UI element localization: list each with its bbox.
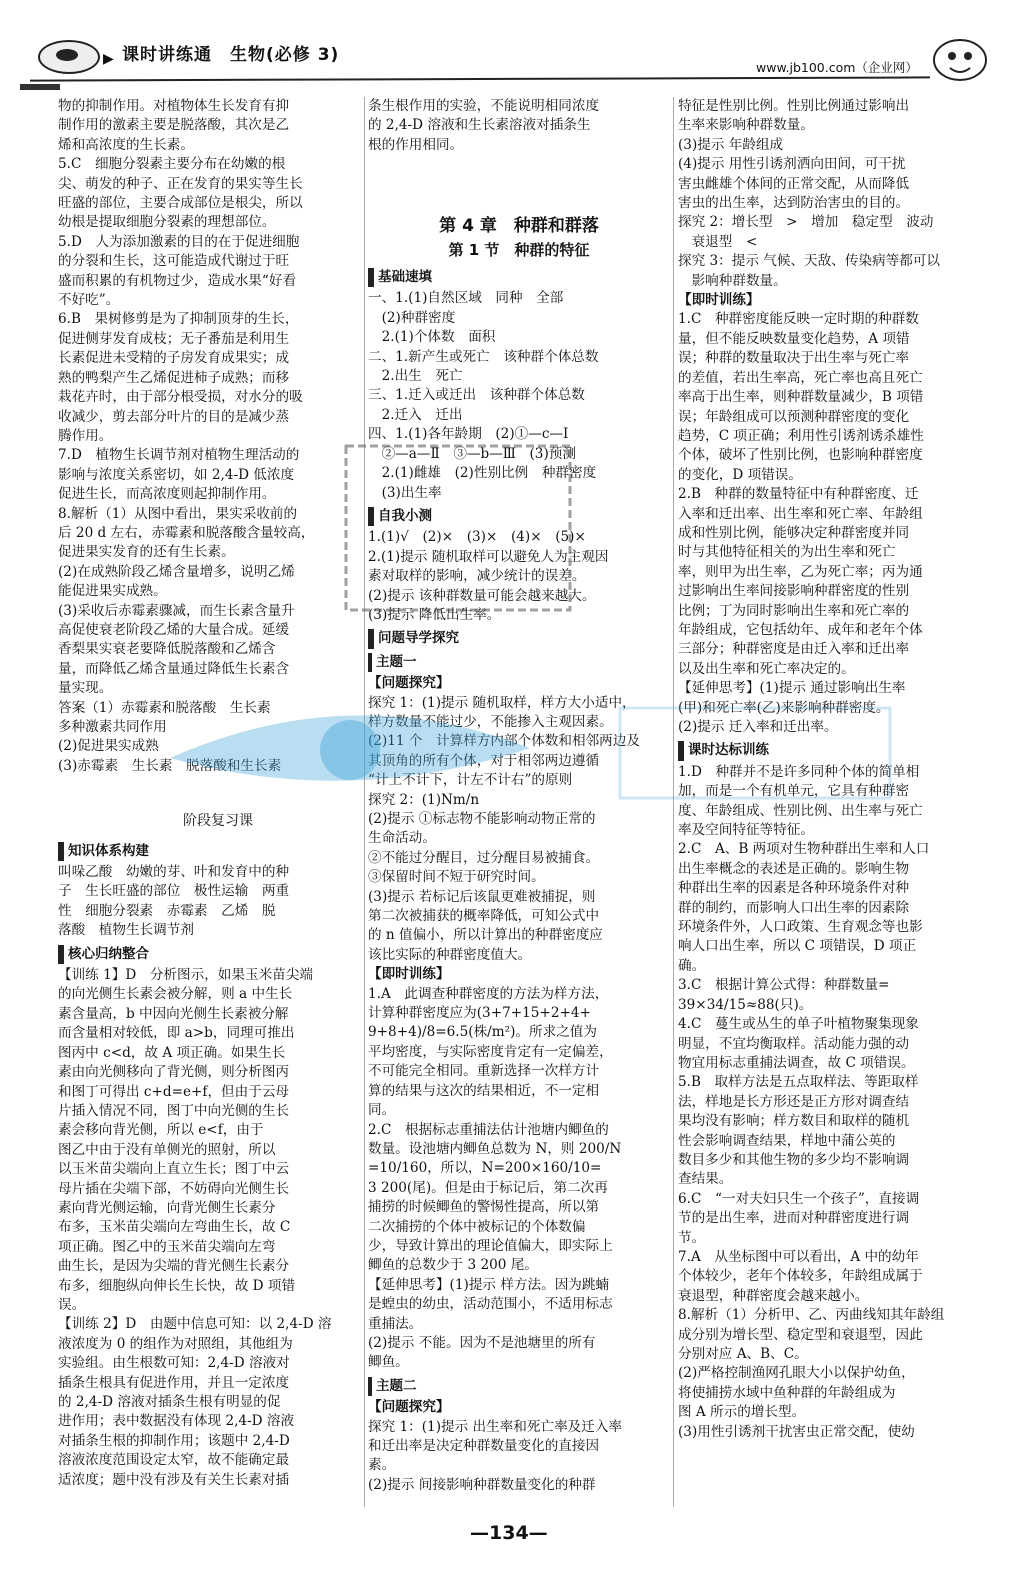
text-line: 的变化，D 项错误。 — [678, 466, 802, 483]
text-line: 腾作用。 — [58, 427, 113, 444]
text-line: 性 细胞分裂素 赤霉素 乙烯 脱 — [58, 902, 276, 919]
text-line: 鲫鱼的总数少于 3 200 尾。 — [368, 1257, 538, 1274]
text-line: (3)出生率 — [368, 484, 442, 501]
text-line: 生率来影响种群数量。 — [678, 117, 814, 134]
text-line: 物宜用标志重捕法调查，故 C 项错误。 — [678, 1054, 915, 1071]
text-line: (3)赤霉素 生长素 脱落酸和生长素 — [58, 757, 282, 774]
text-line: 同。 — [368, 1102, 396, 1119]
text-line: 烯和高浓度的生长素。 — [58, 136, 194, 153]
text-line: (3)提示 降低出生率。 — [368, 606, 501, 623]
header-url: www.jb100.com（企业网） — [756, 60, 918, 75]
section-core: 核心归纳整合 — [58, 945, 378, 964]
text-line: 【延伸思考】(1)提示 样方法。因为跳蝻 — [368, 1276, 610, 1293]
text-line: 5.D 人为添加激素的目的在于促进细胞 — [58, 233, 300, 250]
text-line: 数量。设池塘内鲫鱼总数为 N，则 200/N — [368, 1140, 622, 1157]
text-line: 的 n 值偏小，所以计算出的种群密度应 — [368, 927, 603, 944]
text-line: 的差值，若出生率高，死亡率也高且死亡 — [678, 369, 923, 386]
text-line: 插条生根具有促进作用，并且一定浓度 — [58, 1374, 290, 1391]
column-left — [58, 97, 378, 1490]
text-line: 1.(1)√ (2)× (3)× (4)× (5)× — [368, 529, 586, 546]
text-line: 探究 2：(1)Nm/n — [368, 791, 480, 808]
text-line: 实验组。由生根数可知：2,4-D 溶液对 — [58, 1355, 290, 1372]
text-line: “计上不计下，计左不计右”的原则 — [368, 772, 573, 789]
text-line: 进作用；表中数据没有体现 2,4-D 溶液 — [58, 1413, 295, 1430]
text-line: 6.C “一对夫妇只生一个孩子”，直接调 — [678, 1190, 920, 1207]
text-line: 3.C 根据计算公式得：种群数量= — [678, 977, 890, 994]
text-line: 的向光侧生长素会被分解，则 a 中生长 — [58, 986, 293, 1003]
text-line: 素会移向背光侧，所以 e<f，由于 — [58, 1122, 264, 1139]
text-line: 8.解析（1）分析甲、乙、丙曲线知其年龄组 — [678, 1307, 945, 1324]
text-line: 布多，玉米苗尖端向左弯曲生长，故 C — [58, 1219, 291, 1236]
course-block — [678, 763, 980, 1442]
text-line: 成和性别比例，能够决定种群密度并同 — [678, 524, 910, 541]
text-line: 率高于出生率，则种群数量减少，B 项错 — [678, 389, 924, 406]
text-line: 高促使衰老阶段乙烯的大量合成。延缓 — [58, 621, 290, 638]
text-line: 物的抑制作用。对植物体生长发育有抑 — [58, 98, 290, 114]
stage-title: 阶段复习课 — [183, 813, 253, 830]
text-line: 3 200(尾)。但是由于标记后，第二次再 — [368, 1179, 608, 1196]
text-line: (3)提示 年龄组成 — [678, 136, 784, 153]
text-line: 明显，不宜均衡取样。活动能力强的动 — [678, 1035, 910, 1052]
basic-block — [368, 289, 670, 502]
text-line: 4.C 蔓生或丛生的单子叶植物聚集现象 — [678, 1016, 919, 1033]
text-line: 叫哚乙酸 幼嫩的芽、叶和发育中的种 — [58, 864, 290, 881]
text-line: 时与其他特征相关的为出生率和死亡 — [678, 544, 896, 561]
text-line: (2)在成熟阶段乙烯含量增多，说明乙烯 — [58, 563, 295, 580]
column-middle — [368, 97, 670, 1495]
text-line: 三、1.迁入或迁出 该种群个体总数 — [368, 387, 585, 404]
section-basic: 基础速填 — [368, 268, 670, 287]
text-line: 误。 — [58, 1296, 86, 1313]
text-line: 节的是出生率，进而对种群密度进行调 — [678, 1210, 910, 1227]
text-line: ②不能过分醒目，过分醒目易被捕食。 — [368, 849, 600, 866]
text-line: (3)采收后赤霉素骤减，而生长素含量升 — [58, 602, 295, 619]
text-line: 重捕法。 — [368, 1315, 423, 1332]
training-1 — [58, 966, 378, 1315]
text-line: (3)提示 若标记后该鼠更难被捕捉，则 — [368, 888, 596, 905]
text-line: 害虫雌雄个体间的正常交配，从而降低 — [678, 175, 910, 192]
text-line: 8.解析（1）从图中看出，果实采收前的 — [58, 505, 298, 522]
header-rule — [30, 76, 930, 81]
text-line: 一、1.(1)自然区域 同种 全部 — [368, 290, 564, 307]
text-line: 而含量相对较低，即 a>b，同理可推出 — [58, 1025, 295, 1042]
text-line: 三部分；种群密度是由迁入率和迁出率 — [678, 641, 910, 658]
text-line: 长素促进未受精的子房发育成果实；成 — [58, 350, 290, 367]
text-line: 素含量高，b 中因向光侧生长素被分解 — [58, 1005, 289, 1022]
text-line: (2)提示 迁入率和迁出率。 — [678, 719, 838, 735]
text-line: 素向背光侧运输，向背光侧生长素分 — [58, 1199, 276, 1216]
column-divider — [673, 97, 674, 1507]
text-line: 数目多少和其他生物的多少均不影响调 — [678, 1151, 910, 1168]
text-line: 入率和迁出率、出生率和死亡率、年龄组 — [678, 505, 923, 522]
text-line: 的 2,4-D 溶液和生长素溶液对插条生 — [368, 117, 591, 134]
question-explore-label-2: 【问题探究】 — [368, 1399, 450, 1416]
text-line: 母片插在尖端下部，不妨碍向光侧生长 — [58, 1180, 290, 1197]
text-line: 促进生长，而高浓度则起抑制作用。 — [58, 486, 276, 503]
text-line: 2.C A、B 两项对生物种群出生率和人口 — [678, 841, 930, 858]
text-line: (2)11 个 计算样方内部个体数和相邻两边及 — [368, 733, 640, 750]
text-line: 2.C 根据标志重捕法估计池塘内鲫鱼的 — [368, 1121, 609, 1138]
text-line: 素。 — [368, 1457, 396, 1474]
section-title: 第 1 节 种群的特征 — [448, 240, 590, 259]
text-line: 能促进果实成熟。 — [58, 583, 167, 600]
text-line: 害虫的出生率，达到防治害虫的目的。 — [678, 195, 910, 212]
text-line: 7.D 植物生长调节剂对植物生理活动的 — [58, 447, 300, 464]
text-line: 图 A 所示的增长型。 — [678, 1404, 806, 1421]
answer-block — [58, 97, 378, 776]
text-line: 落酸 植物生长调节剂 — [58, 922, 194, 939]
text-line: 答案（1）赤霉素和脱落酸 生长素 — [58, 699, 271, 716]
text-line: 探究 3：提示 气候、天敌、传染病等都可以 — [678, 253, 940, 270]
text-line: 四、1.(1)各年龄期 (2)①—c—Ⅰ — [368, 426, 569, 443]
header-title: 课时讲练通 生物(必修 3) — [122, 45, 340, 65]
text-line: 性会影响调查结果，样地中蒲公英的 — [678, 1132, 896, 1149]
text-line: 衰退型，种群密度会越来越小。 — [678, 1287, 869, 1304]
text-line: 以玉米苗尖端向上直立生长；图丁中云 — [58, 1161, 290, 1178]
text-line: 果均没有影响；样方数目和取样的随机 — [678, 1113, 910, 1130]
text-line: 2.(1)提示 随机取样可以避免人为主观因 — [368, 548, 609, 565]
section-course: 课时达标训练 — [678, 741, 980, 760]
text-line: 其顶角的所有个体，对于相邻两边遵循 — [368, 752, 600, 769]
section-self-test: 自我小测 — [368, 507, 670, 526]
text-line: 确。 — [678, 957, 706, 974]
text-line: 法，样地是长方形还是正方形对调查结 — [678, 1093, 910, 1110]
text-line: ②—a—Ⅱ ③—b—Ⅲ (3)预测 — [368, 445, 576, 462]
text-line: 影响种群数量。 — [678, 272, 787, 289]
text-line: (2)种群密度 — [368, 309, 456, 326]
text-line: 查结果。 — [678, 1171, 733, 1188]
text-line: 率及空间特征等特征。 — [678, 822, 814, 839]
text-line: 加，而是一个有机单元，它具有种群密 — [678, 783, 910, 800]
header-rule-accent — [20, 84, 60, 90]
instant-training-label: 【即时训练】 — [368, 966, 450, 983]
text-line: 出生率概念的表述是正确的。影响生物 — [678, 860, 910, 877]
triangle-icon: ▶ — [103, 51, 114, 67]
text-line: 捕捞的时候鲫鱼的警惕性提高，所以第 — [368, 1199, 600, 1216]
text-line: 图丙中 c<d，故 A 项正确。如果生长 — [58, 1044, 286, 1061]
text-line: 探究 1：(1)提示 随机取样，样方大小适中， — [368, 694, 636, 711]
text-line: 种群出生率的因素是各种环境条件对种 — [678, 880, 910, 897]
page-header — [0, 0, 1024, 88]
text-line: 个体，破坏了性别比例，也影响种群密度 — [678, 447, 923, 464]
topic-1-heading: 主题一 — [368, 653, 670, 672]
topic-1-block — [368, 694, 670, 966]
text-line: 39×34/15≈88(只)。 — [678, 996, 813, 1013]
text-line: 二、1.新产生或死亡 该种群个体总数 — [368, 348, 599, 365]
text-line: 比例；丁为同时影响出生率和死亡率的 — [678, 602, 910, 619]
text-line: 栽花卉时，由于部分根受损，对水分的吸 — [58, 389, 303, 406]
text-line: 度、年龄组成、性别比例、出生率与死亡 — [678, 802, 923, 819]
text-line: 量，但不能反映数量变化趋势，A 项错 — [678, 330, 910, 347]
text-line: 2.(1)个体数 面积 — [368, 329, 496, 346]
text-line: 鲫鱼。 — [368, 1354, 409, 1371]
text-line: 探究 2：增长型 > 增加 稳定型 波动 — [678, 214, 934, 231]
text-line: 第二次被捕获的概率降低，可知公式中 — [368, 908, 600, 925]
text-line: 条生根作用的实验，不能说明相同浓度 — [368, 98, 600, 114]
text-line: 量，而降低乙烯含量通过降低生长素含 — [58, 660, 290, 677]
text-line: 和图丁可得出 c+d=e+f，但由于云母 — [58, 1083, 290, 1100]
text-line: 制作用的激素主要是脱落酸，其次是乙 — [58, 117, 290, 134]
text-line: 成分别为增长型、稳定型和衰退型，因此 — [678, 1326, 923, 1343]
page-number: —134— — [470, 1522, 548, 1544]
text-line: 的分裂和生长，这可能造成代谢过于旺 — [58, 253, 290, 270]
text-line: 计算种群密度应为(3+7+15+2+4+ — [368, 1005, 591, 1022]
text-line: 环境条件外，人口政策、生育观念等也影 — [678, 919, 923, 936]
text-line: 2.迁入 迁出 — [368, 406, 463, 423]
text-line: 适浓度；题中没有涉及有关生长素对插 — [58, 1471, 290, 1488]
text-line: 节。 — [678, 1229, 706, 1246]
text-line: 过影响出生率间接影响种群密度的性别 — [678, 583, 910, 600]
text-line: 项正确。图乙中的玉米苗尖端向左弯 — [58, 1238, 276, 1255]
topic-2-heading: 主题二 — [368, 1377, 670, 1396]
instant-training-1 — [368, 985, 670, 1276]
text-line: 以及出生率和死亡率决定的。 — [678, 660, 855, 677]
text-line: 素由向光侧移向了背光侧，则分析图丙 — [58, 1064, 290, 1081]
text-line: (2)提示 该种群数量可能会越来越大。 — [368, 587, 596, 604]
knowledge-block — [58, 863, 378, 941]
text-line: 量实现。 — [58, 680, 113, 697]
text-line: (4)提示 用性引诱剂洒向田间，可干扰 — [678, 156, 906, 173]
text-line: 探究 1：(1)提示 出生率和死亡率及迁入率 — [368, 1418, 623, 1435]
text-line: 2.(1)雌雄 (2)性别比例 种群密度 — [368, 465, 597, 482]
text-line: 特征是性别比例。性别比例通过影响出 — [678, 98, 910, 114]
text-line: 样方数量不能过少，不能掺入主观因素。 — [368, 713, 613, 730]
text-line: 旺盛的部位，主要合成部位是根尖，所以 — [58, 195, 303, 212]
text-line: 子 生长旺盛的部位 极性运输 两重 — [58, 883, 290, 900]
text-line: 1.C 种群密度能反映一定时期的种群数 — [678, 311, 919, 328]
text-line: 是蝗虫的幼虫，活动范围小，不适用标志 — [368, 1296, 613, 1313]
text-line: 将使捕捞水域中鱼种群的年龄组成为 — [678, 1384, 896, 1401]
text-line: 尖、萌发的种子、正在发育的果实等生长 — [58, 175, 303, 192]
text-line: (3)用性引诱剂干扰害虫正常交配，使幼 — [678, 1423, 915, 1440]
text-line: 年龄组成，它包括幼年、成年和老年个体 — [678, 621, 923, 638]
text-line: 熟的鸭梨产生乙烯促进柿子成熟；而移 — [58, 369, 290, 386]
text-line: 根的作用相同。 — [368, 136, 464, 153]
text-line: (2)严格控制渔网孔眼大小以保护幼鱼， — [678, 1365, 915, 1382]
text-line: 素对取样的影响，减少统计的误差。 — [368, 568, 586, 585]
text-line: 后 20 d 左右，赤霉素和脱落酸含量较高， — [58, 524, 315, 541]
text-line: 片插入情况不同，图丁中向光侧的生长 — [58, 1102, 290, 1119]
text-line: 9+8+4)/8=6.5(株/m²)。所求之值为 — [368, 1024, 597, 1041]
text-line: 液浓度为 0 的组作为对照组，其他组为 — [58, 1335, 293, 1352]
text-line: 图乙中由于没有单侧光的照射，所以 — [58, 1141, 276, 1158]
text-line: 盛而积累的有机物过少，造成水果“好看 — [58, 272, 297, 289]
text-line: ③保留时间不短于研究时间。 — [368, 869, 545, 886]
text-line: 少，导致计算出的理论值偏大，即实际上 — [368, 1237, 613, 1254]
question-explore-label: 【问题探究】 — [368, 675, 450, 692]
extension-1 — [368, 1276, 670, 1373]
text-line: 5.B 取样方法是五点取样法、等距取样 — [678, 1074, 919, 1091]
continued-text — [678, 97, 980, 291]
section-knowledge: 知识体系构建 — [58, 842, 378, 861]
text-line: 促进侧芽发育成枝；无子番茄是利用生 — [58, 330, 290, 347]
text-line: 误；年龄组成可以预测种群密度的变化 — [678, 408, 910, 425]
text-line: 二次捕捞的个体中被标记的个体数偏 — [368, 1218, 586, 1235]
text-line: 该比实际的种群密度值大。 — [368, 946, 532, 963]
text-line: 分别对应 A、B、C。 — [678, 1346, 808, 1362]
text-line: 布多，细胞纵向伸长生长快，故 D 项错 — [58, 1277, 296, 1294]
text-line: 趋势，C 项正确；利用性引诱剂诱杀雄性 — [678, 427, 924, 444]
text-line: 个体较少，老年个体较多，年龄组成属于 — [678, 1268, 923, 1285]
topic-2-block — [368, 1418, 670, 1496]
section-explore: 问题导学探究 — [368, 629, 670, 648]
text-line: 6.B 果树修剪是为了抑制顶芽的生长， — [58, 311, 299, 328]
text-line: 的 2,4-D 溶液对插条生根有明显的促 — [58, 1394, 281, 1410]
text-line: 群的制约，而影响人口出生率的因素除 — [678, 899, 910, 916]
text-line: 不可能完全相同。重新选择一次样方计 — [368, 1063, 600, 1080]
mascot-icon — [924, 30, 996, 86]
text-line: 不好吃”。 — [58, 292, 120, 309]
continued-text — [368, 97, 670, 155]
text-line: 率，则甲为出生率，乙为死亡率；丙为通 — [678, 563, 923, 580]
text-line: 2.B 种群的数量特征中有种群密度、迁 — [678, 486, 919, 503]
text-line: 收减少，剪去部分叶片的目的是减少蒸 — [58, 408, 290, 425]
text-line: 幼根是提取细胞分裂素的理想部位。 — [58, 214, 276, 231]
text-line: (2)提示 不能。因为不是池塘里的所有 — [368, 1334, 596, 1351]
text-line: 7.A 从坐标图中可以看出，A 中的幼年 — [678, 1248, 919, 1265]
text-line: (2)促进果实成熟 — [58, 738, 159, 755]
training-2 — [58, 1315, 378, 1490]
extension-2 — [678, 679, 980, 737]
text-line: 2.出生 死亡 — [368, 368, 463, 385]
column-right — [678, 97, 980, 1442]
text-line: 香梨果实衰老要降低脱落酸和乙烯含 — [58, 641, 276, 658]
book-logo-icon — [38, 40, 100, 74]
text-line: 影响与浓度关系密切，如 2,4-D 低浓度 — [58, 466, 295, 483]
text-line: 1.A 此调查种群密度的方法为样方法， — [368, 985, 609, 1002]
self-test-block — [368, 528, 670, 625]
text-line: 平均密度，与实际密度肯定有一定偏差， — [368, 1043, 613, 1060]
text-line: 【训练 2】D 由题中信息可知：以 2,4-D 溶 — [58, 1316, 332, 1333]
text-line: 溶液浓度范围设定太窄，故不能确定最 — [58, 1452, 290, 1469]
text-line: 促进果实发育的还有生长素。 — [58, 544, 235, 561]
text-line: =10/160，所以，N=200×160/10= — [368, 1160, 602, 1177]
text-line: 曲生长，是因为尖端的背光侧生长素分 — [58, 1258, 290, 1275]
text-line: 衰退型 < — [678, 233, 758, 250]
text-line: (2)提示 ①标志物不能影响动物正常的 — [368, 811, 596, 827]
text-line: 算的结果与这次的结果相近，不一定相 — [368, 1082, 600, 1099]
text-line: 对插条生根的抑制作用；该题中 2,4-D — [58, 1432, 290, 1449]
text-line: (甲)和死亡率(乙)来影响种群密度。 — [678, 699, 890, 716]
chapter-title: 第 4 章 种群和群落 — [439, 216, 599, 237]
text-line: 【训练 1】D 分析图示，如果玉米苗尖端 — [58, 967, 313, 984]
text-line: 【延伸思考】(1)提示 通过影响出生率 — [678, 680, 906, 697]
text-line: (2)提示 间接影响种群数量变化的种群 — [368, 1476, 596, 1493]
instant-training-label-2: 【即时训练】 — [678, 292, 760, 309]
text-line: 5.C 细胞分裂素主要分布在幼嫩的根 — [58, 156, 286, 173]
text-line: 1.D 种群并不是许多同种个体的简单相 — [678, 763, 920, 780]
text-line: 响人口出生率，所以 C 项错误，D 项正 — [678, 938, 917, 955]
text-line: 生命活动。 — [368, 830, 436, 847]
text-line: 和迁出率是决定种群数量变化的直接因 — [368, 1438, 600, 1454]
text-line: 误；种群的数量取决于出生率与死亡率 — [678, 350, 910, 367]
instant-training-2 — [678, 310, 980, 679]
text-line: 多种激素共同作用 — [58, 719, 167, 735]
